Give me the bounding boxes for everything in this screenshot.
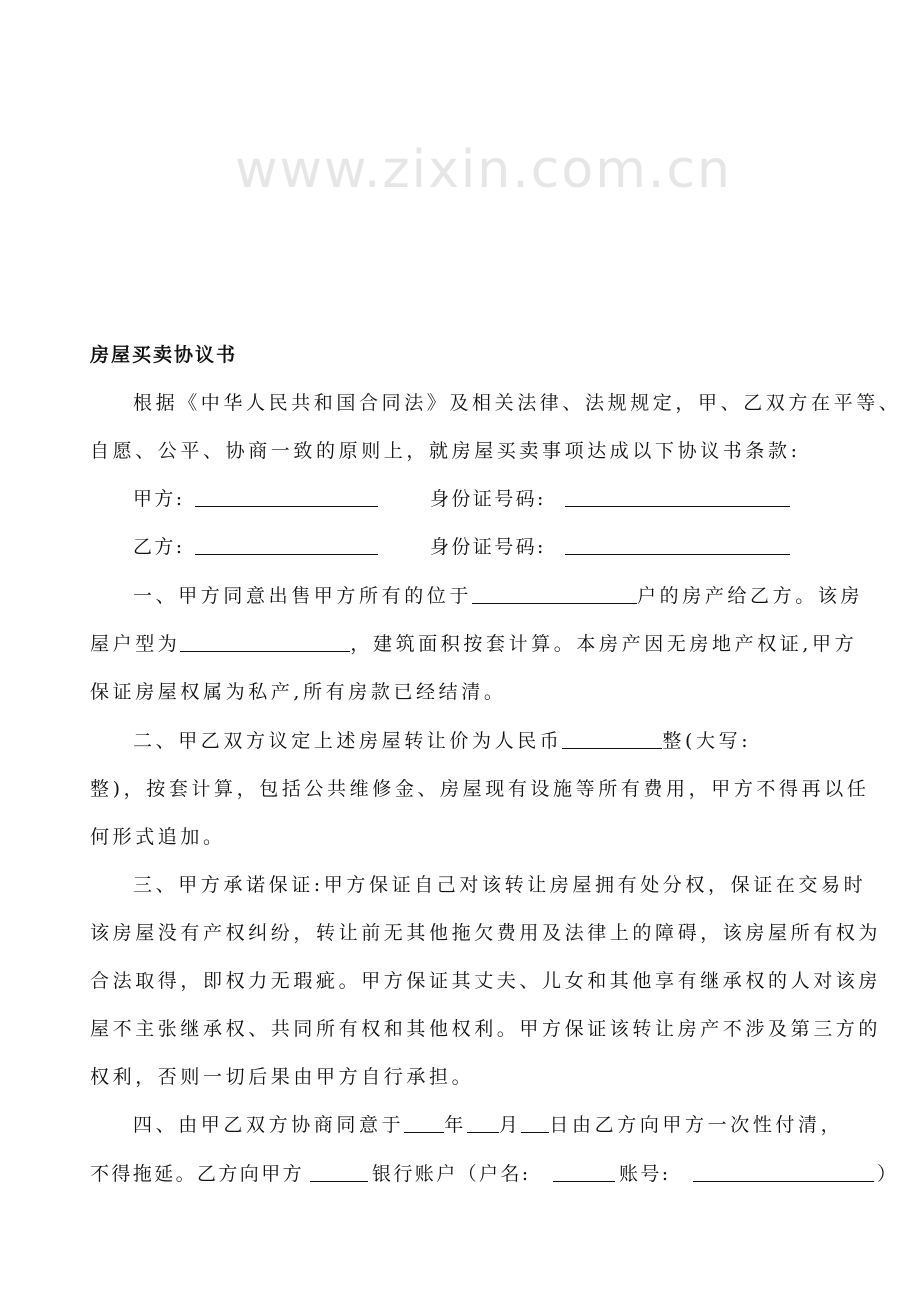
clause-1-text: 一、甲方同意出售甲方所有的位于 xyxy=(133,585,473,607)
clause-1-line-1 xyxy=(133,583,864,609)
clause-3-line-3: 合法取得，即权力无瑕疵。甲方保证其丈夫、儿女和其他享有继承权的人对该房 xyxy=(90,970,882,992)
party-a-label: 甲方: xyxy=(133,488,185,510)
party-a-name-field[interactable] xyxy=(195,488,378,507)
clause-4-text: 不得拖延。乙方向甲方 xyxy=(90,1163,305,1185)
closing-paren: ） xyxy=(877,1163,899,1185)
clause-3-line-5: 权利，否则一切后果由甲方自行承担。 xyxy=(90,1066,475,1088)
clause-4-text: 四、由甲乙双方协商同意于 xyxy=(133,1114,405,1136)
clause-4-line-1 xyxy=(133,1112,843,1138)
clause-1-text: 户的房产给乙方。该房 xyxy=(637,585,864,607)
account-holder-field[interactable] xyxy=(553,1163,615,1182)
account-number-field[interactable] xyxy=(693,1163,874,1182)
party-a-row xyxy=(0,486,920,512)
party-b-name-field[interactable] xyxy=(195,536,378,555)
clause-2-text: 整(大写: xyxy=(662,730,752,752)
party-b-row xyxy=(0,534,920,560)
party-b-label: 乙方: xyxy=(133,536,185,558)
clause-2-text: 二、甲乙双方议定上述房屋转让价为人民币 xyxy=(133,730,563,752)
year-label: 年 xyxy=(444,1114,467,1136)
document-title: 房屋买卖协议书 xyxy=(90,344,238,366)
price-field[interactable] xyxy=(562,730,662,749)
clause-1-line-3: 保证房屋权属为私产,所有房款已经结清。 xyxy=(90,681,507,703)
year-field[interactable] xyxy=(404,1114,444,1133)
party-a-id-field[interactable] xyxy=(565,488,790,507)
party-a-id-label: 身份证号码: xyxy=(430,488,546,510)
month-field[interactable] xyxy=(467,1114,499,1133)
clause-2-line-3: 何形式追加。 xyxy=(90,826,226,848)
account-number-label: 账号: xyxy=(619,1163,671,1185)
clause-3-line-4: 屋不主张继承权、共同所有权和其他权利。甲方保证该转让房产不涉及第三方的 xyxy=(90,1018,882,1040)
month-label: 月 xyxy=(498,1114,522,1136)
bank-account-label: 银行账户（户名: xyxy=(372,1163,531,1185)
bank-name-field[interactable] xyxy=(310,1163,368,1182)
intro-line-2: 自愿、公平、协商一致的原则上，就房屋买卖事项达成以下协议书条款: xyxy=(90,440,801,462)
party-b-id-field[interactable] xyxy=(565,536,790,555)
clause-4-line-2 xyxy=(0,1161,920,1187)
clause-2-line-1 xyxy=(133,728,751,754)
clause-1-text: 屋户型为 xyxy=(90,633,181,655)
property-location-field[interactable] xyxy=(472,585,637,604)
clause-3-line-2: 该房屋没有产权纠纷，转让前无其他拖欠费用及法律上的障碍，该房屋所有权为 xyxy=(90,922,882,944)
clause-4-text: 日由乙方向甲方一次性付清， xyxy=(549,1114,844,1136)
party-b-id-label: 身份证号码: xyxy=(430,536,546,558)
watermark: www.zixin.com.cn xyxy=(235,140,732,200)
intro-line-1: 根据《中华人民共和国合同法》及相关法律、法规规定，甲、乙双方在平等、 xyxy=(133,392,902,414)
day-field[interactable] xyxy=(521,1114,549,1133)
clause-3-line-1: 三、甲方承诺保证:甲方保证自己对该转让房屋拥有处分权，保证在交易时 xyxy=(133,874,867,896)
house-type-field[interactable] xyxy=(180,633,350,652)
clause-1-line-2 xyxy=(90,631,858,657)
clause-2-line-2: 整)，按套计算，包括公共维修金、房屋现有设施等所有费用，甲方不得再以任 xyxy=(90,778,870,800)
clause-1-text: ，建筑面积按套计算。本房产因无房地产权证,甲方 xyxy=(350,633,858,655)
